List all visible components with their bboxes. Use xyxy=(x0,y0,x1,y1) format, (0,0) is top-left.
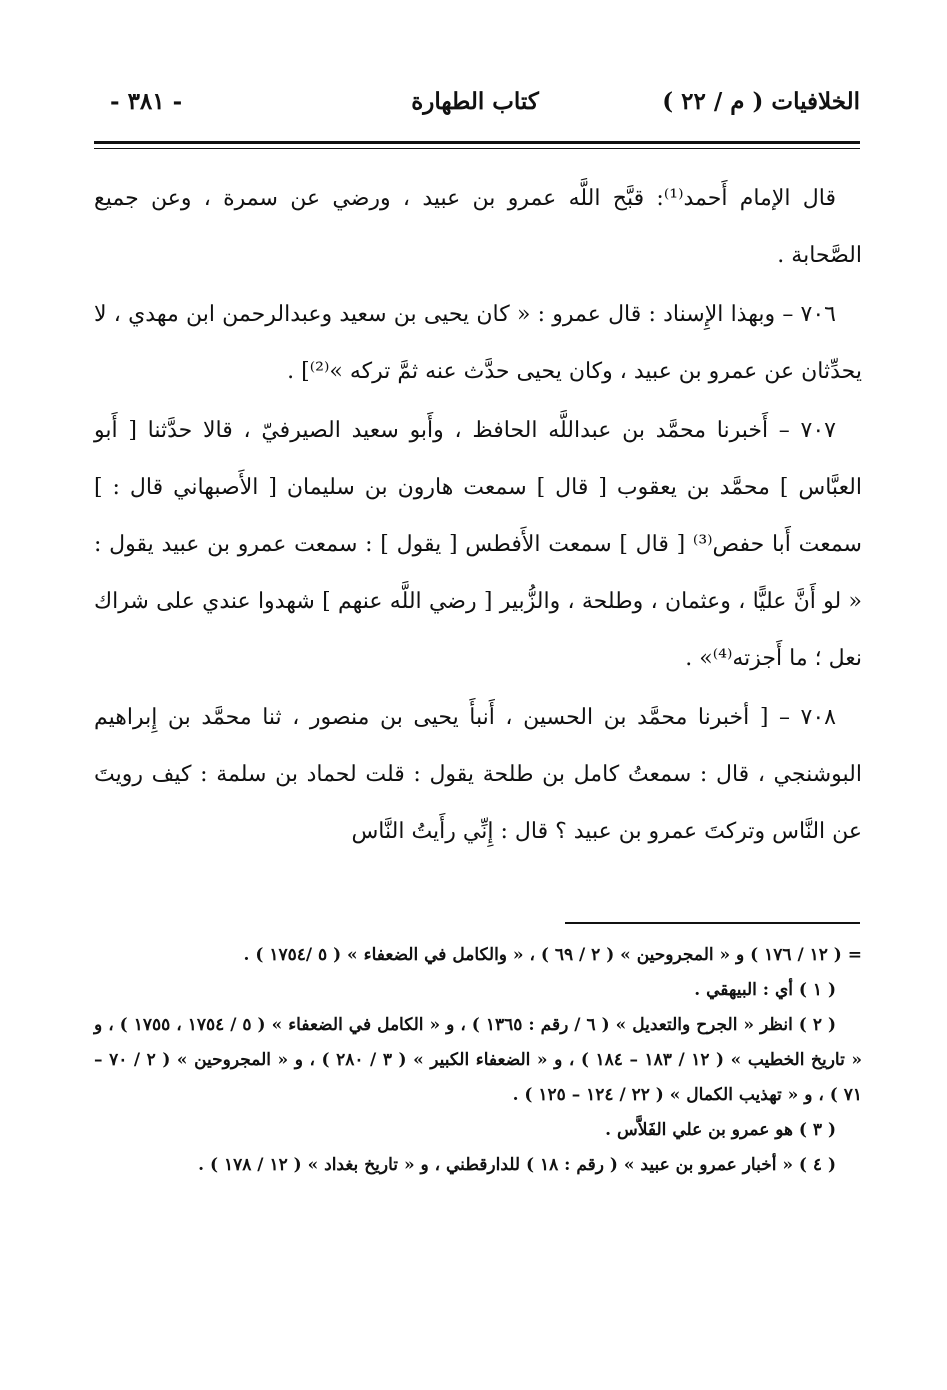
header-rule-thin xyxy=(94,148,860,149)
main-text xyxy=(94,170,862,862)
paragraph: ٧٠٧ – أَخبرنا محمَّد بن عبداللَّه الحافظ ، وأَبو سعيد الصيرفيّ ، قالا حدَّثنا [ أَبو العبَّاس ] محمَّد بن يعقوب [ قال ] سمعت هارون بن سليمان [ الأَصبهاني قال : ] سمعت أَبا حفص⁽³⁾ [ قال ] سمعت الأَفطس [ يقول ] : سمعت عمرو بن عبيد يقول : « لو أَنَّ عليًّا ، وعثمان ، وطلحة ، والزُّبير [ رضي اللَّه عنهم ] شهدوا عندي على شراك نعل ؛ ما أَجزته⁽⁴⁾» . xyxy=(94,418,862,671)
footnote: ( ١ ) أي : البيهقي . xyxy=(694,980,836,1000)
footnote: = ( ١٢ / ١٧٦ ) و « المجروحين » ( ٢ / ٦٩ ) ، « والكامل في الضعفاء » ( ٥ /١٧٥٤ ) . xyxy=(243,945,862,965)
footnote: ( ٣ ) هو عمرو بن علي الفَلاَّس . xyxy=(605,1120,836,1140)
footnote-separator xyxy=(565,922,860,924)
paragraph: قال الإمام أَحمد⁽¹⁾: قبَّح اللَّه عمرو بن عبيد ، ورضي عن سمرة ، وعن جميع الصَّحابة . xyxy=(94,186,862,268)
page-number: - ٣٨١ - xyxy=(110,88,183,115)
footnote: ( ٢ ) انظر « الجرح والتعديل » ( ٦ / رقم : ١٣٦٥ ) ، و « الكامل في الضعفاء » ( ٥ / ١٧٥٤ ، ١٧٥٥ ) ، و « تاريخ الخطيب » ( ١٢ / ١٨٣ – ١٨٤ ) ، و « الضعفاء الكبير » ( ٣ / ٢٨٠ ) ، و « المجروحين » ( ٢ / ٧٠ – ٧١ ) ، و « تهذيب الكمال » ( ٢٢ / ١٢٤ – ١٢٥ ) . xyxy=(94,1015,863,1105)
book-title: الخلافيات ( م / ٢٢ ) xyxy=(662,88,860,115)
page-header xyxy=(90,78,860,128)
header-rule-thick xyxy=(94,141,860,144)
chapter-title: كتاب الطهارة xyxy=(411,88,539,115)
footnote: ( ٤ ) « أخبار عمرو بن عبيد » ( رقم : ١٨ ) للدارقطني ، و « تاريخ بغداد » ( ١٢ / ١٧٨ ) . xyxy=(198,1155,836,1175)
paragraph: ٧٠٦ – وبهذا الإِسناد : قال عمرو : « كان يحيى بن سعيد وعبدالرحمن ابن مهدي ، لا يحدِّثان عن عمرو بن عبيد ، وكان يحيى حدَّث عنه ثمَّ تركه »⁽²⁾] . xyxy=(94,302,862,384)
paragraph: ٧٠٨ – [ أخبرنا محمَّد بن الحسين ، أَنبأَ يحيى بن منصور ، ثنا محمَّد بن إِبراهيم البوشنجي ، قال : سمعتُ كامل بن طلحة يقول : قلت لحماد بن سلمة : كيف رويتَ عن النَّاس وتركتَ عمرو بن عبيد ؟ قال : إِنِّي رأَيتُ النَّاس xyxy=(94,705,862,844)
footnotes xyxy=(94,938,862,1183)
